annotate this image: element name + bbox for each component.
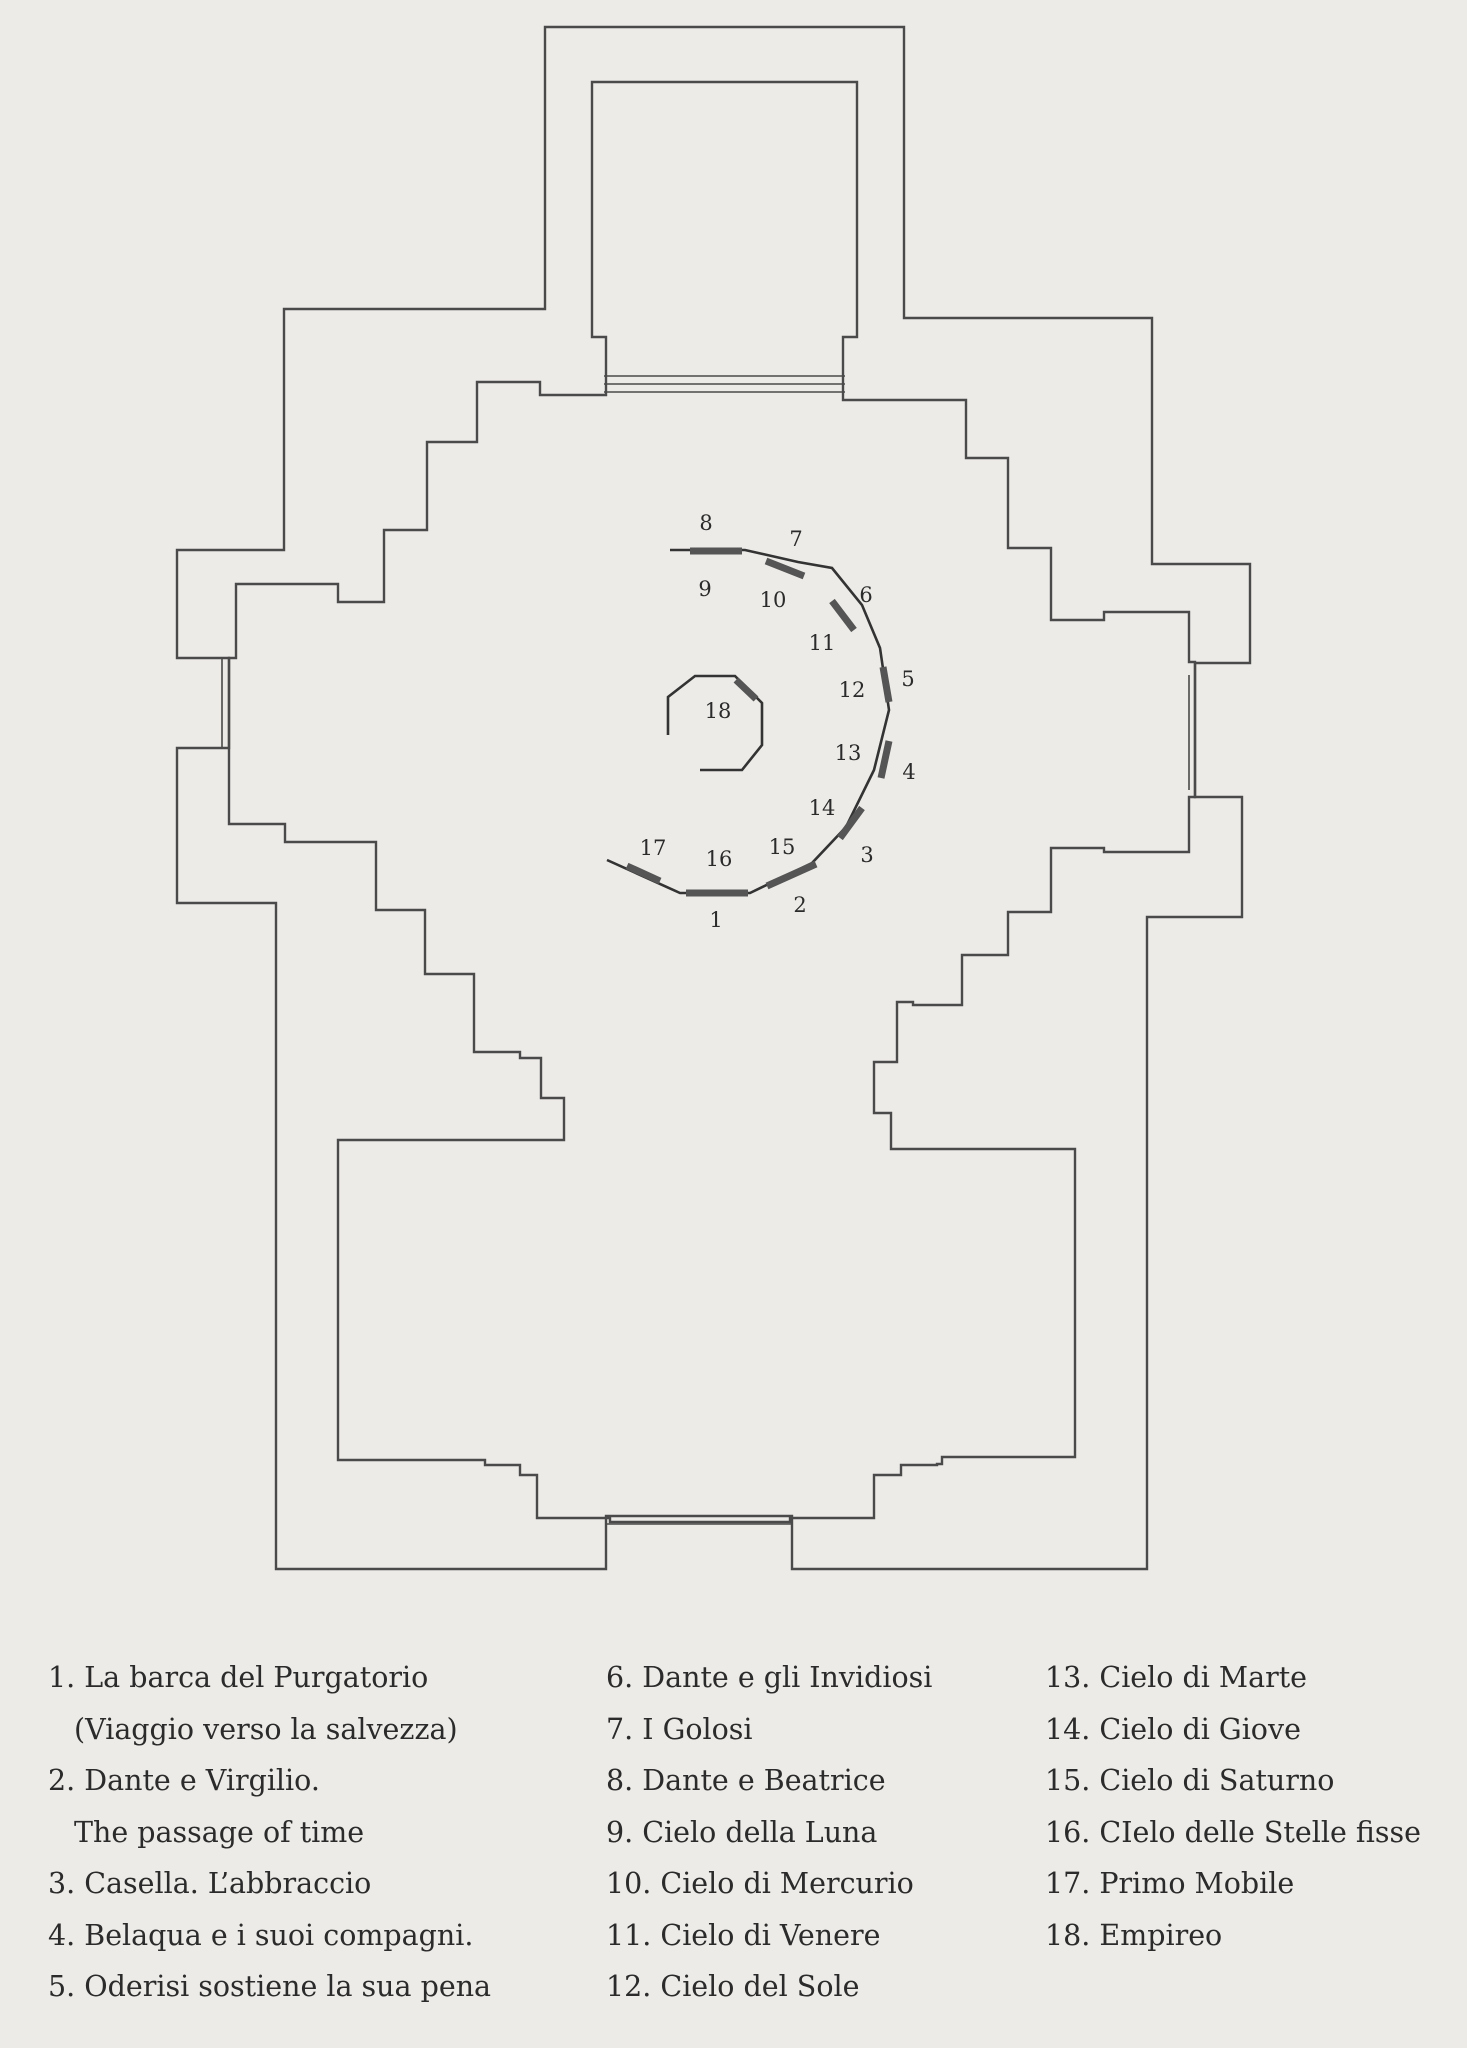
label-3: 3: [860, 843, 874, 867]
label-14: 14: [808, 796, 836, 820]
label-7: 7: [789, 527, 803, 551]
label-11: 11: [808, 631, 836, 655]
legend-item: 16. CIelo delle Stelle fisse: [1045, 1815, 1422, 1849]
label-9: 9: [698, 577, 712, 601]
legend-column-3: [1045, 1652, 1421, 1961]
legend-item: (Viaggio verso la salvezza): [74, 1712, 458, 1746]
legend-item: 6. Dante e gli Invidiosi: [606, 1661, 933, 1694]
inner-wall: [229, 82, 1195, 1522]
label-13: 13: [834, 741, 862, 765]
screen-2: [767, 864, 816, 886]
label-16: 16: [705, 847, 733, 871]
label-15: 15: [768, 835, 796, 859]
legend-item: 14. Cielo di Giove: [1045, 1712, 1301, 1746]
legend-item: 9. Cielo della Luna: [606, 1815, 878, 1849]
legend-item: 17. Primo Mobile: [1045, 1867, 1295, 1900]
legend-item: 18. Empireo: [1045, 1918, 1223, 1952]
legend-item: 11. Cielo di Venere: [606, 1918, 881, 1952]
screen-4: [881, 741, 889, 778]
label-10: 10: [759, 588, 787, 612]
screen-5: [883, 667, 889, 702]
label-4: 4: [902, 760, 916, 784]
legend-item: The passage of time: [74, 1815, 365, 1849]
legend-column-1: [48, 1652, 491, 2013]
legend-item: 15. Cielo di Saturno: [1045, 1764, 1335, 1797]
screen-6: [832, 601, 854, 630]
label-5: 5: [901, 667, 915, 691]
legend-item: 2. Dante e Virgilio.: [48, 1764, 320, 1797]
screen-18: [736, 680, 756, 699]
label-12: 12: [838, 678, 866, 702]
label-18: 18: [704, 699, 732, 723]
legend-item: 1. La barca del Purgatorio: [48, 1661, 429, 1694]
label-2: 2: [793, 893, 807, 917]
screen-3: [840, 808, 862, 838]
legend-item: 4. Belaqua e i suoi compagni.: [48, 1918, 474, 1952]
legend-item: 7. I Golosi: [606, 1712, 753, 1746]
legend-item: 8. Dante e Beatrice: [606, 1764, 886, 1797]
legend-item: 13. Cielo di Marte: [1045, 1661, 1308, 1694]
label-8: 8: [699, 511, 713, 535]
legend-item: 5. Oderisi sostiene la sua pena: [48, 1970, 492, 2003]
label-17: 17: [639, 836, 667, 860]
legend-column-2: [606, 1652, 932, 2013]
legend-item: 10. Cielo di Mercurio: [606, 1867, 914, 1900]
screen-17: [627, 866, 660, 881]
label-6: 6: [859, 583, 873, 607]
label-1: 1: [709, 908, 723, 932]
legend-item: 3. Casella. L’abbraccio: [48, 1867, 372, 1900]
legend-item: 12. Cielo del Sole: [606, 1970, 860, 2003]
